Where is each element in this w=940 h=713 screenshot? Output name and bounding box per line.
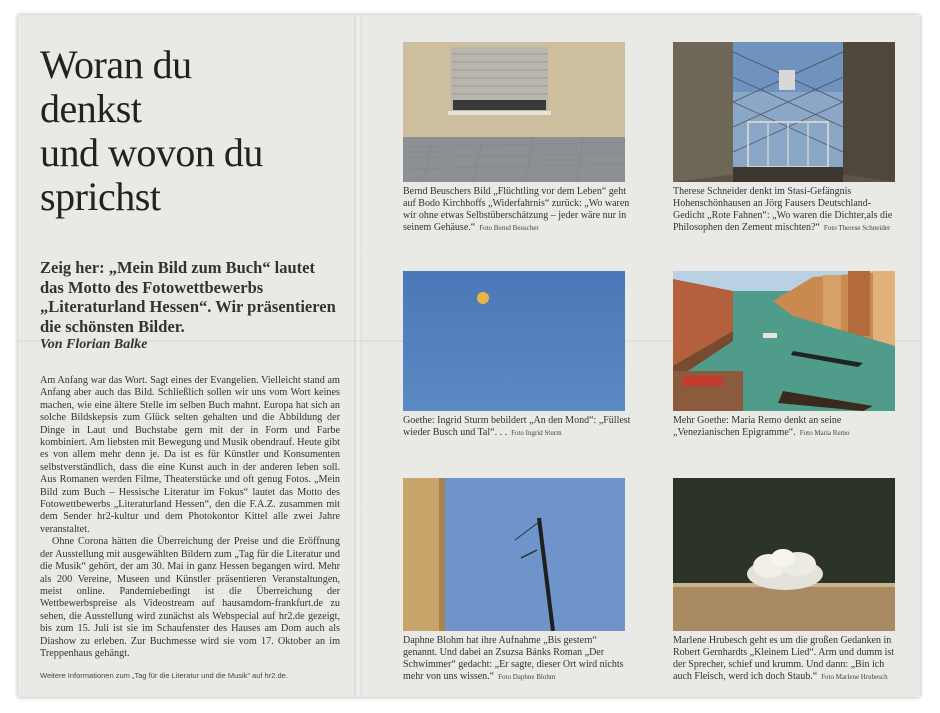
photo-pole-sky bbox=[403, 478, 625, 631]
caption-text: Mehr Goethe: Maria Remo denkt an seine „Venezianischen Epigramme“. bbox=[673, 415, 842, 438]
newspaper-page bbox=[18, 15, 920, 697]
photo-moon bbox=[403, 271, 625, 411]
paragraph: Ohne Corona hätten die Überreichung der Preise und die Eröffnung der Ausstellung mit ausgewählten Bildern zum „Tag für die Literatur und die Musik“ gehört, der am 30. Mai in ganz Hessen begangen wird. Mehr als 200 Vereine, Museen und Künstler präsentieren Veranstaltungen, meist online. Pandemiebedingt ist die Überreichung der Wettbewerbspreise als Videostream auf hausamdom-frankfurt.de zu sehen, die Ausstellung wird zunächst als Webspecial auf hr2.de gezeigt, bis zum 15. Juli ist sie im Schaufenster des Hauses am Dom auch als Diashow zu erleben. Zur Buchmesse wird sie vom 17. Oktober an im Treppenhaus gehängt. bbox=[40, 536, 340, 659]
photo-caption bbox=[403, 186, 631, 234]
photo-credit: Foto Therese Schneider bbox=[823, 224, 891, 232]
photo-window-shutter bbox=[403, 42, 625, 182]
photo-wool-tuft bbox=[673, 478, 895, 631]
photo-credit: Foto Ingrid Sturm bbox=[511, 429, 562, 437]
photo-credit: Foto Maria Remo bbox=[799, 429, 850, 437]
photo-caption bbox=[403, 635, 631, 683]
photo-caption bbox=[673, 415, 901, 439]
footnote: Weitere Informationen zum „Tag für die Literatur und die Musik“ auf hr2.de. bbox=[40, 671, 288, 680]
photo-prison-yard bbox=[673, 42, 895, 182]
page-fold bbox=[354, 15, 362, 697]
article-body bbox=[40, 375, 340, 660]
photo-credit: Foto Marlene Hrubesch bbox=[821, 673, 888, 681]
caption-text: Bernd Beuschers Bild „Flüchtling vor dem Leben“ geht auf Bodo Kirchhoffs „Widerfahrnis“ zurück: „Wo waren wir ohne etwas Selbstüberschätzung – jeder wäre nur in seinem Gehäuse.“ bbox=[403, 186, 630, 233]
paragraph: Am Anfang war das Wort. Sagt eines der Evangelien. Vielleicht stand am Anfang aber auch das Bild. Schließlich sollen wir uns vom Wort keines machen, wie eine ältere Stelle im selben Buch mahnt. Europa hat sich an solche Bildskepsis zum Glück selten gehalten und die Abbildung der Dinge in Laut und Buchstabe gern mit der in Form und Farbe kombiniert. Am liebsten mit Bewegung und Musik obendrauf. Heute gibt es von allem mehr denn je. Da ist es für Künstler und Konsumenten selbstverständlich, dass die eine Kunst auch in der anderen leben soll. Aus Romanen werden Filme, Theaterstücke und oft genug Fotos. „Mein Bild zum Buch – Hessische Literatur im Fokus“ lautet das Motto des Fotowettbewerbs „Literaturland Hessen“, den die F.A.Z. zusammen mit dem Sender hr2-kultur und dem Photokontor Kittel alle zwei Jahre veranstaltet. bbox=[40, 375, 340, 535]
byline: Von Florian Balke bbox=[40, 337, 148, 352]
headline-line: und wovon du bbox=[40, 130, 263, 175]
caption-text: Therese Schneider denkt im Stasi-Gefängnis Hohenschönhausen an Jörg Fausers Deutschland-Gedicht „Rote Fahnen“: „Wo waren die Dichter,als die Philosophen den Zement mischten?“ bbox=[673, 186, 893, 233]
teaser: Zeig her: „Mein Bild zum Buch“ lautet das Motto des Fotowettbewerbs „Literaturland Hessen“. Wir präsentieren die schönsten Bilder. bbox=[40, 258, 336, 336]
photo-caption bbox=[673, 635, 901, 683]
photo-caption bbox=[673, 186, 901, 234]
caption-text: Marlene Hrubesch geht es um die großen Gedanken in Robert Gernhardts „Kleinem Lied“. Arm und dumm ist der Sprecher, schief und krumm. Und dann: „Bin ich auch Fleisch, werd ich doch Staub.“ bbox=[673, 635, 895, 682]
caption-text: Goethe: Ingrid Sturm bebildert „An den Mond“: „Füllest wieder Busch und Tal“. . . bbox=[403, 415, 631, 438]
caption-text: Daphne Blohm hat ihre Aufnahme „Bis gestern“ genannt. Und dabei an Zsuzsa Bánks Roman „Der Schwimmer“ gedacht: „Er sagte, dieser Ort wird nichts mehr von uns wissen.“ bbox=[403, 635, 624, 682]
photo-venice-canal bbox=[673, 271, 895, 411]
photo-caption bbox=[403, 415, 631, 439]
headline-line: denkst bbox=[40, 86, 142, 131]
headline-line: sprichst bbox=[40, 174, 161, 219]
headline bbox=[40, 43, 340, 219]
photo-credit: Foto Bernd Beuscher bbox=[479, 224, 539, 232]
photo-credit: Foto Daphne Blohm bbox=[498, 673, 556, 681]
headline-line: Woran du bbox=[40, 42, 192, 87]
